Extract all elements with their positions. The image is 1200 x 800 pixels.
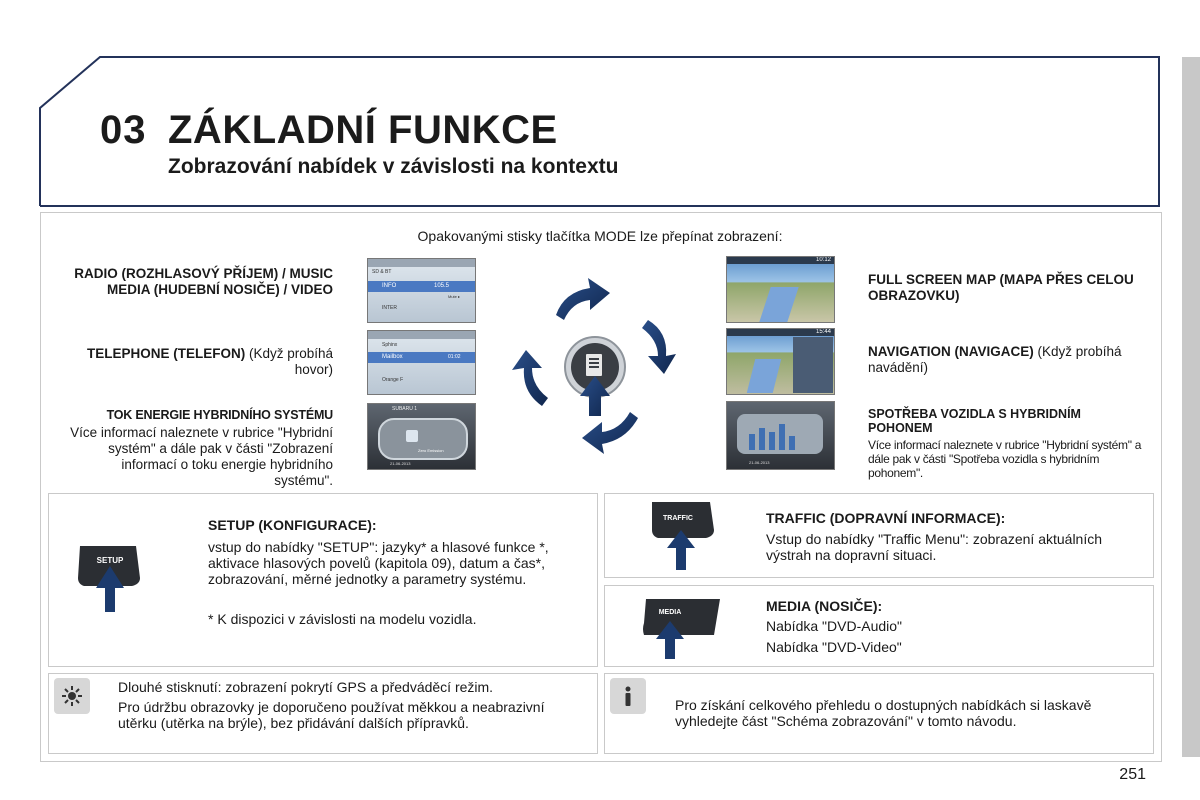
media-button-label: MEDIA [658,609,682,616]
media-title: MEDIA (NOSIČE): [766,598,883,614]
full-screen-map-thumbnail [726,256,835,323]
info-text: Pro získání celkového přehledu o dostupných nabídkách si laskavě vyhledejte část "Schéma zobrazování" v tomto návodu. [675,697,1092,729]
chapter-title: ZÁKLADNÍ FUNKCE [168,108,558,152]
traffic-button-icon [648,500,718,572]
chapter-number: 03 [100,108,147,152]
traffic-body: Vstup do nabídky "Traffic Menu": zobrazení aktuálních výstrah na dopravní situaci. [766,531,1103,563]
cycle-arrow-icon [512,350,548,406]
mode-detail: (Když probíhá navádění) [868,344,1122,375]
mode-button-icon [565,337,625,416]
media-line1: Nabídka "DVD-Audio" [766,618,903,634]
mode-title: NAVIGATION (NAVIGACE) [868,344,1034,359]
intro-text: Opakovanými stisky tlačítka MODE lze přepínat zobrazení: [417,228,783,244]
mode-cycle-diagram [498,268,694,460]
setup-footnote: * K dispozici v závislosti na modelu vozidla. [208,611,477,627]
thumb-text: 105.5 [434,283,450,289]
page-number: 251 [1119,766,1146,783]
cycle-arrow-icon [556,278,610,320]
mode-title: SPOTŘEBA VOZIDLA S HYBRIDNÍM POHONEM [868,407,1081,435]
hybrid-consumption-screen-thumbnail [726,401,835,470]
mode-detail: (Když probíhá hovor) [245,346,333,377]
mode-label-radio [60,266,333,298]
cycle-arrow-icon [582,412,638,454]
sun-icon [54,678,90,714]
thumb-text: Mute ▸ [448,294,461,299]
mode-label-full-map [868,272,1148,304]
thumb-text: INFO [382,283,397,289]
thumb-text: 15:44 [815,329,831,335]
info-icon [610,678,646,714]
cycle-arrow-icon [642,320,676,374]
mode-title: TELEPHONE (TELEFON) [86,346,246,361]
mode-title: FULL SCREEN MAP (MAPA PŘES CELOU OBRAZOVKU) [868,272,1134,303]
thumb-text: 21-06-2013 [749,460,770,465]
media-line2: Nabídka "DVD-Video" [766,639,902,655]
radio-screen-thumbnail [367,258,476,323]
thumb-text: SUBARU 1 [392,406,418,412]
chapter-side-tab [1182,57,1200,757]
setup-button-label: SETUP [96,556,124,565]
mode-detail: Více informací naleznete v rubrice "Hybridní systém" a dále pak v části "Spotřeba vozidla s hybridním pohonem". [868,438,1142,480]
mode-title: TOK ENERGIE HYBRIDNÍHO SYSTÉMU [106,408,333,422]
thumb-text: 21-06-2013 [390,461,411,466]
mode-label-navigation [868,344,1148,376]
thumb-text: Orange F [382,377,404,383]
telephone-screen-thumbnail [367,330,476,395]
mode-label-phone [60,346,333,378]
thumb-text: 01:02 [448,354,461,360]
media-button-icon [640,595,724,661]
setup-title: SETUP (KONFIGURACE): [208,517,377,533]
thumb-text: SD & BT [372,269,392,275]
thumb-text: 10:12 [815,257,831,263]
page-subtitle: Zobrazování nabídek v závislosti na kontextu [168,155,619,178]
thumb-text: INTER [382,305,397,311]
navigation-screen-thumbnail [726,328,835,395]
mode-label-hybrid-consumption [868,407,1148,480]
mode-detail: Více informací naleznete v rubrice "Hybridní systém" a dále pak v části "Zobrazení informací o toku energie hybridního systému". [70,425,333,488]
mode-title: RADIO (ROZHLASOVÝ PŘÍJEM) / MUSIC MEDIA (HUDEBNÍ NOSIČE) / VIDEO [74,266,333,297]
setup-body: vstup do nabídky "SETUP": jazyky* a hlasové funkce *, aktivace hlasových povelů (kapitola 09), datum a čas*, zobrazování, měrné jednotky a parametry systému. [208,539,549,587]
tip-line1: Dlouhé stisknutí: zobrazení pokrytí GPS a předváděcí režim. [118,679,494,695]
hybrid-flow-screen-thumbnail [367,403,476,470]
mode-label-hybrid-flow [60,407,333,489]
setup-button-icon [74,540,144,614]
thumb-text: Sphinx [382,342,398,348]
thumb-text: Mailbox [382,354,403,360]
traffic-button-label: TRAFFIC [663,515,693,522]
tip-line2: Pro údržbu obrazovky je doporučeno používat měkkou a neabrazivní utěrku (utěrka na brýle), bez přidávání dalších přípravků. [118,699,545,731]
thumb-text: Zero Emission [418,448,444,453]
traffic-title: TRAFFIC (DOPRAVNÍ INFORMACE): [766,510,1006,526]
